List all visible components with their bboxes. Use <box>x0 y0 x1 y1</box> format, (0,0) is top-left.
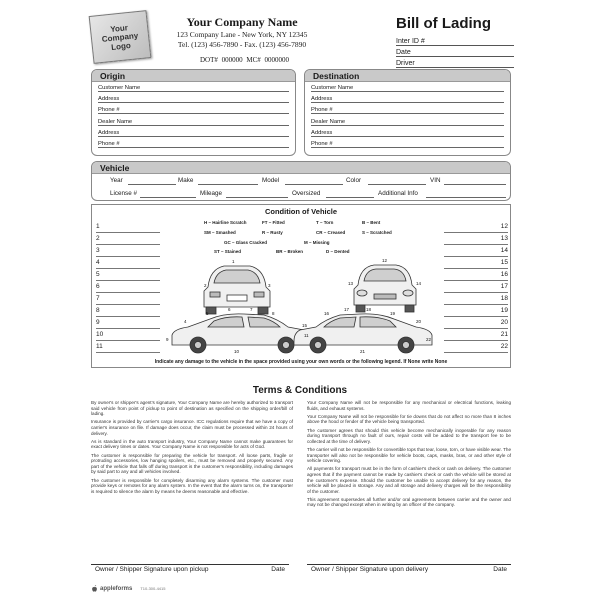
origin-panel <box>91 69 296 156</box>
condition-title: Condition of Vehicle <box>264 207 338 216</box>
damage-row-21[interactable]: 21 <box>444 329 508 341</box>
additional-info-field[interactable] <box>426 197 506 198</box>
year-label: Year <box>110 177 123 184</box>
destination-customer-name-field[interactable]: Customer Name <box>311 84 504 92</box>
legend-scratched: S – Scratched <box>362 230 392 235</box>
company-address: 123 Company Lane - New York, NY 12345 <box>176 30 308 39</box>
terms-title: Terms & Conditions <box>252 385 348 396</box>
damage-instructions: Indicate any damage to the vehicle in the space provided using your own words or the following legend. If None write None <box>154 359 448 365</box>
inter-id-field[interactable] <box>396 37 514 46</box>
color-field[interactable] <box>368 184 426 185</box>
term-agreement: This agreement supersedes all further and/or oral agreements between carrier and the owner and may not be changed except when in writing by an officer of the company. <box>307 496 511 508</box>
term-inoperable: The customer agrees that should this vehicle become mechanically inoperable for any reason during transport through no fault of ours, repair costs will be added to the transport fee to be collected at the time of delivery. <box>307 427 511 444</box>
destination-title: Destination <box>305 70 510 82</box>
delivery-signature-label: Owner / Shipper Signature upon delivery <box>311 566 429 573</box>
diagram-number-8: 8 <box>272 311 275 316</box>
damage-row-22[interactable]: 22 <box>444 341 508 353</box>
vehicle-title: Vehicle <box>92 162 510 174</box>
color-label: Color <box>346 177 362 184</box>
origin-phone-field[interactable]: Phone # <box>98 106 289 114</box>
company-name: Your Company Name <box>186 15 298 29</box>
mileage-field[interactable] <box>226 197 288 198</box>
diagram-number-9: 9 <box>166 337 169 342</box>
pickup-signature-field[interactable] <box>91 564 289 573</box>
damage-row-10[interactable]: 10 <box>96 329 160 341</box>
term-payments: All payments for transport must be in the form of cashier's check or cash on delivery. The customer agrees that if the payment cannot be made by cashier's check or cash the vehicle will be stored at the customer's expense. Should the customer be unable to accept delivery for any reason, the vehicle will be placed in storage. Any and all storage and delivery charges will be the responsibility of the customer. <box>307 466 511 494</box>
damage-row-13[interactable]: 13 <box>444 233 508 245</box>
damage-row-2[interactable]: 2 <box>96 233 160 245</box>
bill-of-lading-form <box>82 8 518 594</box>
term-delivery-times: As is standard in the auto transport industry, Your Company Name cannot make guarantees for exact delivery times or dates. Your Company Name is not responsible for acts of God. <box>91 438 293 450</box>
car-right-side-view-icon <box>294 314 432 353</box>
license-label: License # <box>110 190 137 197</box>
term-authorization: By owner's or shipper's agent's signature, Your Company Name are hereby authorized to transport said vehicle from point of pickup to point of destination as specified on the shipping order/bill of lading. <box>91 400 293 417</box>
oversized-label: Oversized <box>292 190 321 197</box>
diagram-number-2: 2 <box>204 283 207 288</box>
year-field[interactable] <box>128 184 176 185</box>
damage-row-19[interactable]: 19 <box>444 305 508 317</box>
damage-row-3[interactable]: 3 <box>96 245 160 257</box>
delivery-date-label: Date <box>493 566 507 573</box>
destination-dealer-address-field[interactable]: Address <box>311 129 504 137</box>
additional-info-label: Additional Info <box>378 190 418 197</box>
diagram-number-1: 1 <box>232 259 235 264</box>
damage-row-11[interactable]: 11 <box>96 341 160 353</box>
inter-id-label: Inter ID # <box>396 38 425 45</box>
legend-fitted: FT – Fitted <box>262 220 285 225</box>
diagram-number-14: 14 <box>416 281 422 286</box>
diagram-number-22: 22 <box>426 337 432 342</box>
driver-field[interactable] <box>396 59 514 68</box>
pickup-signature-label: Owner / Shipper Signature upon pickup <box>95 566 209 573</box>
driver-label: Driver <box>396 60 415 67</box>
term-tie-downs: Your Company Name will not be responsible for tie downs that do not affect no more than 8 inches above the hood or fender of the vehicle being transported. <box>307 413 511 425</box>
left-damage-rows <box>96 221 160 353</box>
vin-field[interactable] <box>444 184 506 185</box>
destination-panel <box>304 69 511 156</box>
company-logo <box>89 10 152 64</box>
legend-stained: ST – Stained <box>214 249 242 254</box>
footer-brand-name: appleforms <box>100 585 133 592</box>
damage-row-20[interactable]: 20 <box>444 317 508 329</box>
vehicle-diagram[interactable] <box>164 257 440 357</box>
car-left-side-view-icon <box>172 314 310 353</box>
diagram-number-17: 17 <box>344 307 350 312</box>
date-field[interactable] <box>396 48 514 57</box>
make-label: Make <box>178 177 194 184</box>
damage-row-7[interactable]: 7 <box>96 293 160 305</box>
license-field[interactable] <box>140 197 196 198</box>
mileage-label: Mileage <box>200 190 223 197</box>
diagram-number-15: 15 <box>302 323 308 328</box>
terms-right-column <box>307 400 511 511</box>
damage-row-6[interactable]: 6 <box>96 281 160 293</box>
diagram-number-18: 18 <box>366 307 372 312</box>
term-insurance: Insurance is provided by carrier's cargo insurance. ICC regulations require that we have a copy of carrier's insurance on file. If damage does occur, the claim must be processed within 24 hours of delivery. <box>91 419 293 436</box>
condition-panel <box>91 204 511 368</box>
dot-mc-numbers: DOT# 000000 MC# 0000000 <box>200 56 290 64</box>
destination-phone-field[interactable]: Phone # <box>311 106 504 114</box>
destination-dealer-name-field[interactable]: Dealer Name <box>311 118 504 126</box>
vin-label: VIN <box>430 177 441 184</box>
diagram-number-10: 10 <box>234 349 240 354</box>
footer-form-code: T10-300-4415 <box>140 586 166 591</box>
damage-row-18[interactable]: 18 <box>444 293 508 305</box>
legend-missing: M – Missing <box>304 240 330 245</box>
damage-row-17[interactable]: 17 <box>444 281 508 293</box>
make-field[interactable] <box>198 184 258 185</box>
diagram-number-5: 5 <box>206 311 209 316</box>
damage-row-12[interactable]: 12 <box>444 221 508 233</box>
origin-dealer-address-field[interactable]: Address <box>98 129 289 137</box>
diagram-number-21: 21 <box>360 349 366 354</box>
footer-brand <box>91 585 165 592</box>
origin-dealer-name-field[interactable]: Dealer Name <box>98 118 289 126</box>
diagram-number-3: 3 <box>268 283 271 288</box>
legend-smashed: SM – Smashed <box>204 230 236 235</box>
legend-dented: D – Dented <box>326 249 350 254</box>
destination-dealer-phone-field[interactable]: Phone # <box>311 140 504 148</box>
legend-bent: B – Bent <box>362 220 381 225</box>
damage-row-9[interactable]: 9 <box>96 317 160 329</box>
car-front-view-icon <box>354 265 416 312</box>
vehicle-panel <box>91 161 511 201</box>
term-convertible-tops: The carrier will not be responsible for convertible tops that tear, loose, torn, or have visible wear. The transporter will also not be responsible for vehicle boots, caps, masks, bras, or and other style of vehicle covering. <box>307 446 511 464</box>
legend-glass-cracked: GC – Glass Cracked <box>224 240 268 245</box>
damage-row-4[interactable]: 4 <box>96 257 160 269</box>
diagram-number-13: 13 <box>348 281 354 286</box>
model-label: Model <box>262 177 280 184</box>
delivery-signature-field[interactable] <box>307 564 511 573</box>
oversized-field[interactable] <box>326 197 374 198</box>
damage-row-1[interactable]: 1 <box>96 221 160 233</box>
terms-left-column <box>91 400 293 497</box>
term-vehicle-preparation: The customer is responsible for preparing the vehicle for transport. All loose parts, fragile or protruding accessories, low hanging spoilers, etc., must be removed and properly secured. Any part of the vehicle that falls off during transport is the customer's responsibility, including damages by said part to any and all vehicles involved. <box>91 452 293 475</box>
origin-dealer-phone-field[interactable]: Phone # <box>98 140 289 148</box>
term-alarm-systems: The customer is responsible for completely disarming any alarm systems. The customer must provide keys or remotes for any alarm system. In the event that the alarm turns on, the transporter is required to silence the alarm by means he deems reasonable and effective. <box>91 477 293 494</box>
company-phone-fax: Tel. (123) 456-7890 - Fax. (123) 456-7890 <box>177 40 307 49</box>
damage-row-5[interactable]: 5 <box>96 269 160 281</box>
form-title: Bill of Lading <box>396 15 491 32</box>
legend-rusty: R – Rusty <box>262 230 283 235</box>
model-field[interactable] <box>285 184 343 185</box>
legend-broken: BR – Broken <box>276 249 304 254</box>
diagram-number-7: 7 <box>250 307 253 312</box>
legend-creased: CR – Creased <box>316 230 346 235</box>
apple-logo-icon <box>91 585 98 592</box>
pickup-date-label: Date <box>271 566 285 573</box>
damage-row-15[interactable]: 15 <box>444 257 508 269</box>
diagram-number-16: 16 <box>324 311 330 316</box>
damage-row-16[interactable]: 16 <box>444 269 508 281</box>
destination-address-field[interactable]: Address <box>311 95 504 103</box>
origin-customer-name-field[interactable]: Customer Name <box>98 84 289 92</box>
diagram-number-20: 20 <box>416 319 422 324</box>
damage-row-14[interactable]: 14 <box>444 245 508 257</box>
diagram-number-19: 19 <box>390 311 396 316</box>
date-label: Date <box>396 49 411 56</box>
term-mechanical: Your Company Name will not be responsible for any mechanical or electrical functions, leaking fluids, and exhaust systems. <box>307 400 511 411</box>
right-damage-rows <box>444 221 508 353</box>
diagram-number-4: 4 <box>184 319 187 324</box>
car-rear-view-icon <box>204 266 270 314</box>
diagram-number-12: 12 <box>382 258 388 263</box>
damage-row-8[interactable]: 8 <box>96 305 160 317</box>
legend-hairline-scratch: H – Hairline Scratch <box>204 220 247 225</box>
legend-torn: T – Torn <box>316 220 334 225</box>
diagram-number-6: 6 <box>228 307 231 312</box>
origin-address-field[interactable]: Address <box>98 95 289 103</box>
logo-text: Your Company Logo <box>101 22 139 52</box>
diagram-number-11: 11 <box>304 333 309 338</box>
origin-title: Origin <box>92 70 295 82</box>
